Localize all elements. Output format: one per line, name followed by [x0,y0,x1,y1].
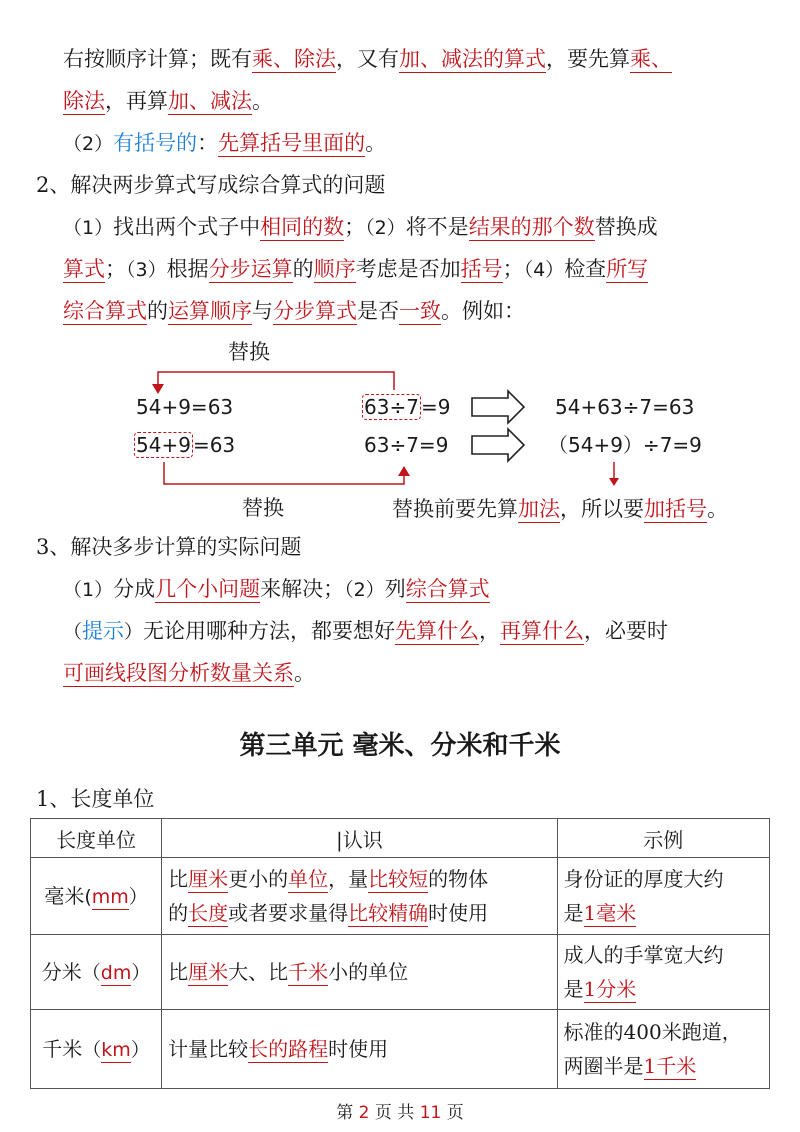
unit-abbr: dm [100,961,132,984]
length-units-table [30,818,770,1089]
text: =9 [420,395,451,419]
highlight: 1分米 [583,977,637,1001]
unit-name: 毫米 [44,883,85,908]
text: 替换前要先算 [392,497,518,521]
text: 替换成 [594,215,658,239]
text: 标准的400米跑道， [563,1020,742,1044]
unit-name: 分米 [41,959,82,984]
point3-line-3 [63,658,315,688]
text: ， [479,619,501,643]
item-number: （2） [344,579,385,601]
text: 。 [294,661,315,685]
point3-heading: 3、解决多步计算的实际问题 [36,535,302,559]
table-header-row [31,819,770,858]
example-cell [557,1010,769,1089]
equation-4: 63÷7=9 [364,433,449,457]
length-units-heading: 1、长度单位 [36,787,155,811]
highlight: 1毫米 [583,901,637,925]
item-number: （4） [523,259,565,281]
highlight: 再算什么 [500,619,585,643]
text: 或者要求量得 [228,901,349,925]
highlight: 先算什么 [395,619,480,643]
highlight: 可画线段图分析数量关系 [63,661,294,685]
unit-cell [31,858,162,935]
unit-title: 第三单元 毫米、分米和千米 [239,731,561,761]
text: 。例如： [441,299,525,323]
text: 是 [563,901,584,925]
text: 大、比 [228,960,289,984]
example-cell [557,858,769,935]
text: 比 [168,867,189,891]
text: 页 共 [374,1103,415,1123]
text: 两圈半是 [563,1054,644,1078]
text: 身份证的厚度大约 [563,867,724,891]
paren: ） [131,961,151,984]
text: 。 [707,497,728,521]
top-bracket-line [158,372,394,390]
text: ，又有 [336,47,399,71]
paren: ） [130,1038,150,1061]
highlight: 长度 [188,901,229,925]
replace-label-bottom: 替换 [242,496,284,520]
text: 是否 [357,299,399,323]
text: 与 [252,299,273,323]
highlight: 综合算式 [405,577,490,601]
text: 是 [563,977,584,1001]
highlight: 加、减法的算式 [399,47,546,71]
down-arrow-icon [609,478,619,486]
description-cell [162,1010,557,1089]
text: ； [105,257,126,281]
text: 将不是 [405,215,469,239]
highlight: 单位 [288,867,329,891]
highlight: 乘、除法 [252,47,336,71]
text: ： [197,131,219,155]
highlight: 分步运算 [208,257,293,281]
dashed-box: 54+9 [136,433,191,457]
item-number: （1） [63,579,114,601]
equation-2 [362,394,450,420]
arrow-right-icon [472,391,524,423]
text: 右按顺序计算；既有 [63,47,252,71]
description-cell [162,935,557,1010]
text: 更小的 [228,867,289,891]
highlight: 1千米 [643,1054,697,1078]
highlight: 所写 [606,257,649,281]
highlight: 厘米 [188,960,229,984]
equation-3 [134,432,235,458]
highlight: 几个小问题 [155,577,261,601]
table-row [31,858,770,935]
highlight: 比较短 [368,867,429,891]
text: 根据 [166,257,209,281]
highlight: 括号 [460,257,503,281]
item-number: （3） [126,259,167,281]
text: ，要先算 [546,47,630,71]
text: 分成 [113,577,156,601]
dashed-box: 63÷7 [364,395,419,419]
highlight: 顺序 [313,257,356,281]
text: 。 [252,89,273,113]
combined-equation-2: （54+9）÷7=9 [548,433,702,457]
text: =63 [192,433,236,457]
paren: （ [82,1038,102,1061]
highlight: 分步算式 [273,299,357,323]
text: 考虑是否加 [355,257,461,281]
highlight: 运算顺序 [168,299,252,323]
highlight: 加括号 [644,497,707,521]
highlight: 除法 [63,89,105,113]
blue-term: 提示 [82,619,125,643]
text: ，所以要 [560,497,644,521]
highlight: 算式 [63,257,105,281]
text: 找出两个式子中 [113,215,261,239]
point2-heading: 2、解决两步算式写成综合算式的问题 [36,173,386,197]
unit-name: 千米 [42,1036,83,1061]
example-note [392,494,728,524]
highlight: 结果的那个数 [468,215,595,239]
highlight: 加、减法 [168,89,252,113]
paren: ( [84,885,92,908]
text: 成人的手掌宽大约 [563,943,724,967]
text: 的 [168,901,189,925]
highlight: 长的路程 [248,1037,329,1061]
bottom-arrowhead [398,466,410,476]
bottom-bracket-line [164,462,404,484]
point3-line-2 [63,616,668,647]
item-number: （1） [63,217,114,239]
paren: （ [63,621,83,643]
paren: ） [124,621,144,643]
text: 的物体 [428,867,489,891]
text: 的 [147,299,168,323]
text: 小的单位 [328,960,409,984]
point3-line-1 [63,574,490,605]
combined-equation-1: 54+63÷7=63 [555,395,695,419]
highlight: 综合算式 [63,299,147,323]
text: 检查 [564,257,607,281]
text: 时使用 [428,901,489,925]
unit-cell [31,1010,162,1089]
table-header: 长度单位 [31,819,162,858]
highlight: 先算括号里面的 [218,131,366,155]
blue-term: 有括号的 [113,131,198,155]
text: ，再算 [105,89,168,113]
text: 页 [446,1103,464,1123]
text: 第 [336,1103,354,1123]
highlight: 乘、 [630,47,672,71]
page-footer [0,1098,800,1123]
highlight: 千米 [288,960,329,984]
text: ，量 [328,867,369,891]
total-pages: 11 [419,1103,442,1123]
item-number: （2） [63,133,114,155]
text: 无论用哪种方法，都要想好 [143,619,396,643]
unit-abbr: km [101,1038,131,1061]
highlight: 加法 [518,497,560,521]
table-header: |认识 [162,819,557,858]
text: 比 [168,960,189,984]
text: 计量比较 [168,1037,249,1061]
paren: ） [128,885,148,908]
unit-abbr: mm [91,885,129,908]
description-cell [162,858,557,935]
text: 。 [365,131,387,155]
text: 来解决； [260,577,345,601]
highlight: 一致 [399,299,441,323]
page-number: 2 [358,1103,370,1123]
paren: （ [81,961,101,984]
equation-1: 54+9=63 [136,395,234,419]
table-row [31,1010,770,1089]
highlight: 比较精确 [348,901,429,925]
text: 列 [384,577,406,601]
unit-cell [31,935,162,1010]
table-header: 示例 [557,819,769,858]
example-cell [557,935,769,1010]
item-number: （2） [365,217,406,239]
arrow-right-icon [472,429,524,461]
highlight: 厘米 [188,867,229,891]
highlight: 相同的数 [260,215,345,239]
text: ，必要时 [584,619,669,643]
top-arrowhead [152,384,164,394]
text: 的 [292,257,314,281]
table-row [31,935,770,1010]
replace-label-top: 替换 [228,340,270,364]
text: ； [502,257,524,281]
text: ； [344,215,366,239]
text: 时使用 [328,1037,389,1061]
